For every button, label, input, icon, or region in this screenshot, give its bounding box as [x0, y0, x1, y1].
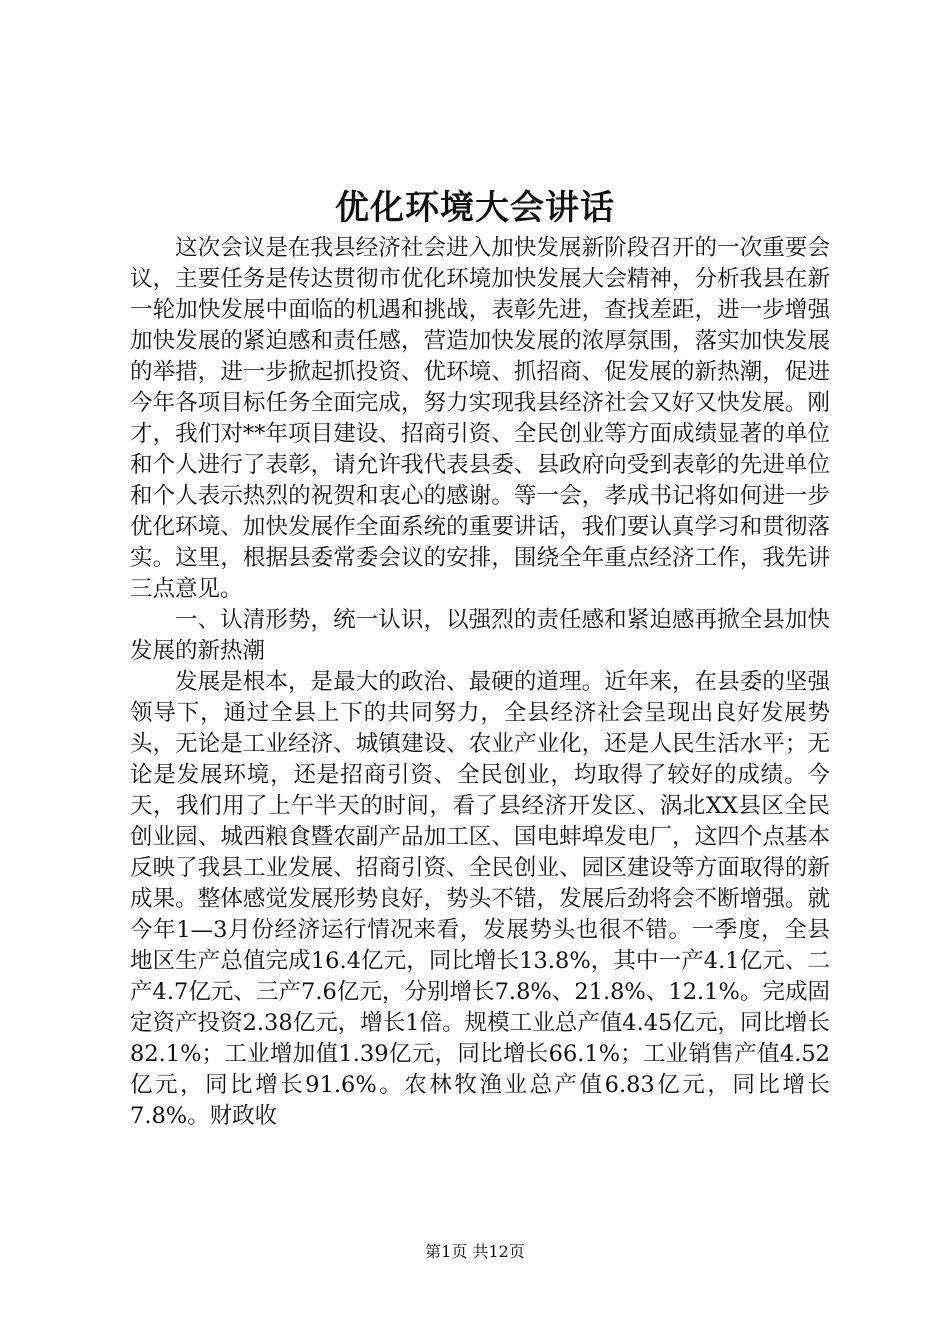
- page-total: 共12页: [472, 1242, 525, 1261]
- paragraph-intro: 这次会议是在我县经济社会进入加快发展新阶段召开的一次重要会议，主要任务是传达贯彻市优化环境加快发展大会精神，分析我县在新一轮加快发展中面临的机遇和挑战，表彰先进，查找差距，进一步增强加快发展的紧迫感和责任感，营造加快发展的浓厚氛围，落实加快发展的举措，进一步掀起抓投资、优环境、抓招商、促发展的新热潮，促进今年各项目标任务全面完成，努力实现我县经济社会又好又快发展。刚才，我们对**年项目建设、招商引资、全民创业等方面成绩显著的单位和个人进行了表彰，请允许我代表县委、县政府向受到表彰的先进单位和个人表示热烈的祝贺和衷心的感谢。等一会，孝成书记将如何进一步优化环境、加快发展作全面系统的重要讲话，我们要认真学习和贯彻落实。这里，根据县委常委会议的安排，围绕全年重点经济工作，我先讲三点意见。: [130, 235, 830, 602]
- document-title: 优化环境大会讲话: [335, 188, 615, 228]
- document-body: [130, 233, 830, 1132]
- page-footer: [0, 1240, 950, 1264]
- paragraph-development: 发展是根本，是最大的政治、最硬的道理。近年来，在县委的坚强领导下，通过全县上下的共同努力，全县经济社会呈现出良好发展势头，无论是工业经济、城镇建设、农业产业化，还是人民生活水平；无论是发展环境，还是招商引资、全民创业，均取得了较好的成绩。今天，我们用了上午半天的时间，看了县经济开发区、涡北XX县区全民创业园、城西粮食暨农副产品加工区、国电蚌埠发电厂，这四个点基本反映了我县工业发展、招商引资、全民创业、园区建设等方面取得的新成果。整体感觉发展形势良好，势头不错，发展后劲将会不断增强。就今年1—3月份经济运行情况来看，发展势头也很不错。一季度，全县地区生产总值完成16.4亿元，同比增长13.8%，其中一产4.1亿元、二产4.7亿元、三产7.6亿元，分别增长7.8%、21.8%、12.1%。完成固定资产投资2.38亿元，增长1倍。规模工业总产值4.45亿元，同比增长82.1%；工业增加值1.39亿元，同比增长66.1%；工业销售产值4.52亿元，同比增长91.6%。农林牧渔业总产值6.83亿元，同比增长7.8%。财政收: [130, 669, 830, 1129]
- page-number: 第1页: [425, 1242, 468, 1261]
- section-heading-1: 一、认清形势，统一认识，以强烈的责任感和紧迫感再掀全县加快发展的新热潮: [130, 607, 830, 664]
